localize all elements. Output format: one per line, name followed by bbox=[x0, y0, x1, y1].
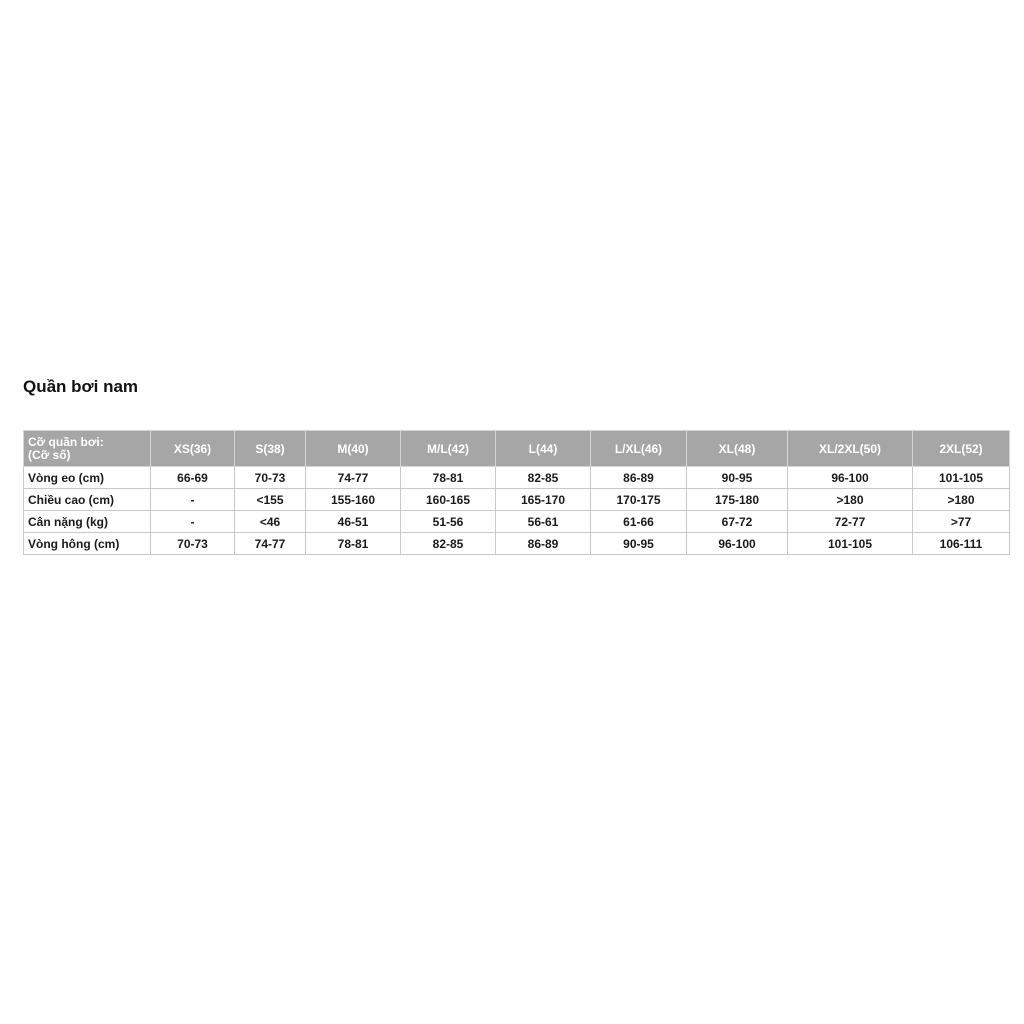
table-cell: 160-165 bbox=[401, 489, 496, 511]
table-cell: 86-89 bbox=[591, 467, 687, 489]
table-cell: 96-100 bbox=[687, 533, 788, 555]
table-cell: 74-77 bbox=[235, 533, 306, 555]
table-cell: >180 bbox=[913, 489, 1010, 511]
column-header: L(44) bbox=[496, 431, 591, 467]
table-cell: - bbox=[151, 489, 235, 511]
page-title: Quần bơi nam bbox=[23, 377, 139, 396]
table-cell: 70-73 bbox=[151, 533, 235, 555]
table-cell: 96-100 bbox=[788, 467, 913, 489]
column-header: M(40) bbox=[306, 431, 401, 467]
table-cell: 66-69 bbox=[151, 467, 235, 489]
table-cell: 101-105 bbox=[788, 533, 913, 555]
table-row bbox=[24, 467, 1010, 489]
table-cell: 175-180 bbox=[687, 489, 788, 511]
column-header: S(38) bbox=[235, 431, 306, 467]
table-cell: 82-85 bbox=[401, 533, 496, 555]
table-cell: 72-77 bbox=[788, 511, 913, 533]
table-cell: 86-89 bbox=[496, 533, 591, 555]
table-cell: 165-170 bbox=[496, 489, 591, 511]
row-label: Vòng hông (cm) bbox=[24, 533, 151, 555]
table-cell: 46-51 bbox=[306, 511, 401, 533]
table-cell: 90-95 bbox=[591, 533, 687, 555]
column-header: XS(36) bbox=[151, 431, 235, 467]
header-size-label-line2: (Cỡ số) bbox=[28, 447, 71, 462]
table-cell: 74-77 bbox=[306, 467, 401, 489]
table-cell: >77 bbox=[913, 511, 1010, 533]
row-label: Vòng eo (cm) bbox=[24, 467, 151, 489]
size-chart-table bbox=[23, 430, 1010, 555]
table-cell: 101-105 bbox=[913, 467, 1010, 489]
table-cell: 170-175 bbox=[591, 489, 687, 511]
column-header: L/XL(46) bbox=[591, 431, 687, 467]
table-cell: 78-81 bbox=[306, 533, 401, 555]
table-cell: 78-81 bbox=[401, 467, 496, 489]
table-cell: - bbox=[151, 511, 235, 533]
table-row bbox=[24, 489, 1010, 511]
table-row bbox=[24, 511, 1010, 533]
header-size-label-line1: Cỡ quần bơi: bbox=[28, 434, 104, 449]
table-cell: 67-72 bbox=[687, 511, 788, 533]
row-label: Chiều cao (cm) bbox=[24, 489, 151, 511]
table-cell: 61-66 bbox=[591, 511, 687, 533]
table-cell: 106-111 bbox=[913, 533, 1010, 555]
table-row bbox=[24, 533, 1010, 555]
table-cell: 155-160 bbox=[306, 489, 401, 511]
table-header-row bbox=[24, 431, 1010, 467]
column-header: M/L(42) bbox=[401, 431, 496, 467]
table-cell: 70-73 bbox=[235, 467, 306, 489]
column-header: 2XL(52) bbox=[913, 431, 1010, 467]
table-cell: <155 bbox=[235, 489, 306, 511]
table-cell: 82-85 bbox=[496, 467, 591, 489]
table-cell: 90-95 bbox=[687, 467, 788, 489]
header-size-label bbox=[24, 431, 151, 467]
table-cell: >180 bbox=[788, 489, 913, 511]
table-cell: 51-56 bbox=[401, 511, 496, 533]
row-label: Cân nặng (kg) bbox=[24, 511, 151, 533]
table-cell: <46 bbox=[235, 511, 306, 533]
column-header: XL(48) bbox=[687, 431, 788, 467]
column-header: XL/2XL(50) bbox=[788, 431, 913, 467]
table-cell: 56-61 bbox=[496, 511, 591, 533]
